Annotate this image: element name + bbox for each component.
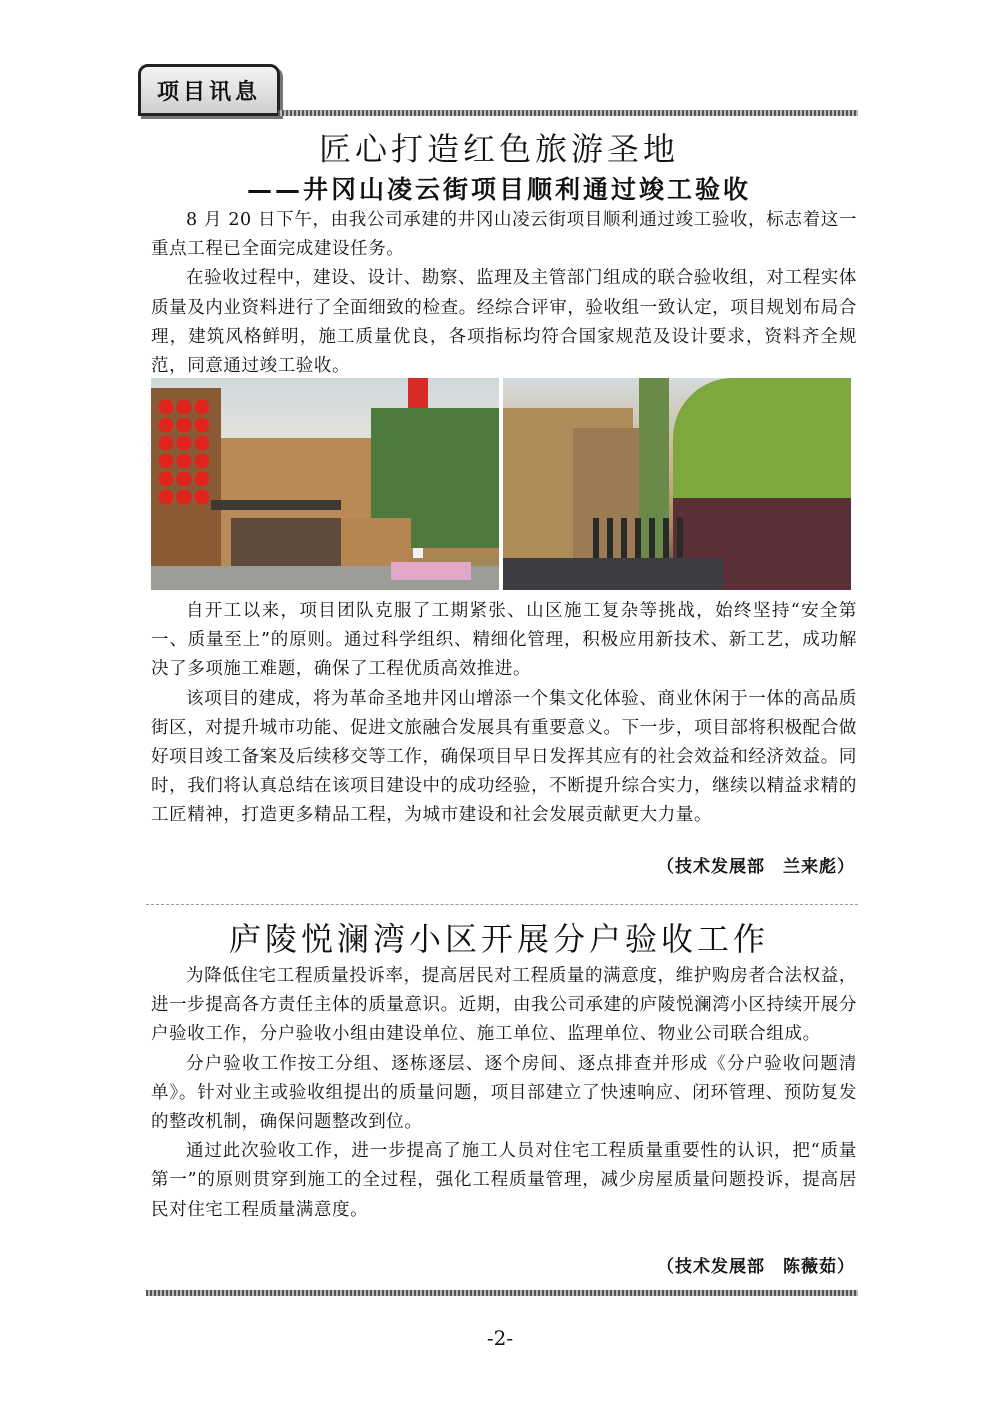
article1-paragraph: 该项目的建成，将为革命圣地井冈山增添一个集文化体验、商业休闲于一体的高品质街区，对提升城市功能、促进文旅融合发展具有重要意义。下一步，项目部将积极配合做好项目竣工备案及后续移交等工作，确保项目早日发挥其应有的社会效益和经济效益。同时，我们将认真总结在该项目建设中的成功经验，不断提升综合实力，继续以精益求精的工匠精神，打造更多精品工程，为城市建设和社会发展贡献更大力量。	[151, 688, 857, 826]
article1-byline: （技术发展部 兰来彪）	[657, 857, 855, 877]
section-label: 项目讯息	[156, 79, 261, 105]
street-building-photo	[151, 378, 499, 590]
article1-intro	[151, 206, 857, 381]
article2-paragraph: 分户验收工作按工分组、逐栋逐层、逐个房间、逐点排查并形成《分户验收问题清单》。针对业主或验收组提出的质量问题，项目部建立了快速响应、闭环管理、预防复发的整改机制，确保问题整改到位。	[151, 1053, 857, 1133]
article1-paragraph: 自开工以来，项目团队克服了工期紧张、山区施工复杂等挑战，始终坚持“安全第一、质量至上”的原则。通过科学组织、精细化管理，积极应用新技术、新工艺，成功解决了多项施工难题，确保了工程优质高效推进。	[151, 601, 857, 680]
article2-byline: （技术发展部 陈薇茹）	[657, 1257, 855, 1277]
article1-paragraph: 在验收过程中，建设、设计、勘察、监理及主管部门组成的联合验收组，对工程实体质量及内业资料进行了全面细致的检查。经综合评审，验收组一致认定，项目规划布局合理，建筑风格鲜明，施工质量优良，各项指标均符合国家规范及设计要求，资料齐全规范，同意通过竣工验收。	[151, 268, 857, 377]
article1-body	[151, 597, 857, 831]
section-label-tab	[138, 64, 280, 116]
article1-title: 匠心打造红色旅游圣地	[318, 130, 679, 168]
article-divider	[146, 904, 858, 905]
completed-street-photo	[503, 378, 851, 590]
article1-subtitle: ——井冈山凌云街项目顺利通过竣工验收	[246, 175, 751, 204]
article2-title: 庐陵悦澜湾小区开展分户验收工作	[228, 920, 769, 958]
header-rule	[278, 110, 858, 116]
footer-rule	[146, 1290, 858, 1296]
article1-paragraph: 8 月 20 日下午，由我公司承建的井冈山凌云街项目顺利通过竣工验收，标志着这一重点工程已全面完成建设任务。	[151, 210, 857, 260]
article2-paragraph: 为降低住宅工程质量投诉率，提高居民对工程质量的满意度，维护购房者合法权益，进一步提高各方责任主体的质量意识。近期，由我公司承建的庐陵悦澜湾小区持续开展分户验收工作，分户验收小组由建设单位、施工单位、监理单位、物业公司联合组成。	[151, 966, 857, 1045]
page-number: -2-	[486, 1326, 514, 1350]
article2-body	[151, 962, 857, 1225]
article2-paragraph: 通过此次验收工作，进一步提高了施工人员对住宅工程质量重要性的认识，把“质量第一”的原则贯穿到施工的全过程，强化工程质量管理，减少房屋质量问题投诉，提高居民对住宅工程质量满意度。	[151, 1141, 857, 1220]
